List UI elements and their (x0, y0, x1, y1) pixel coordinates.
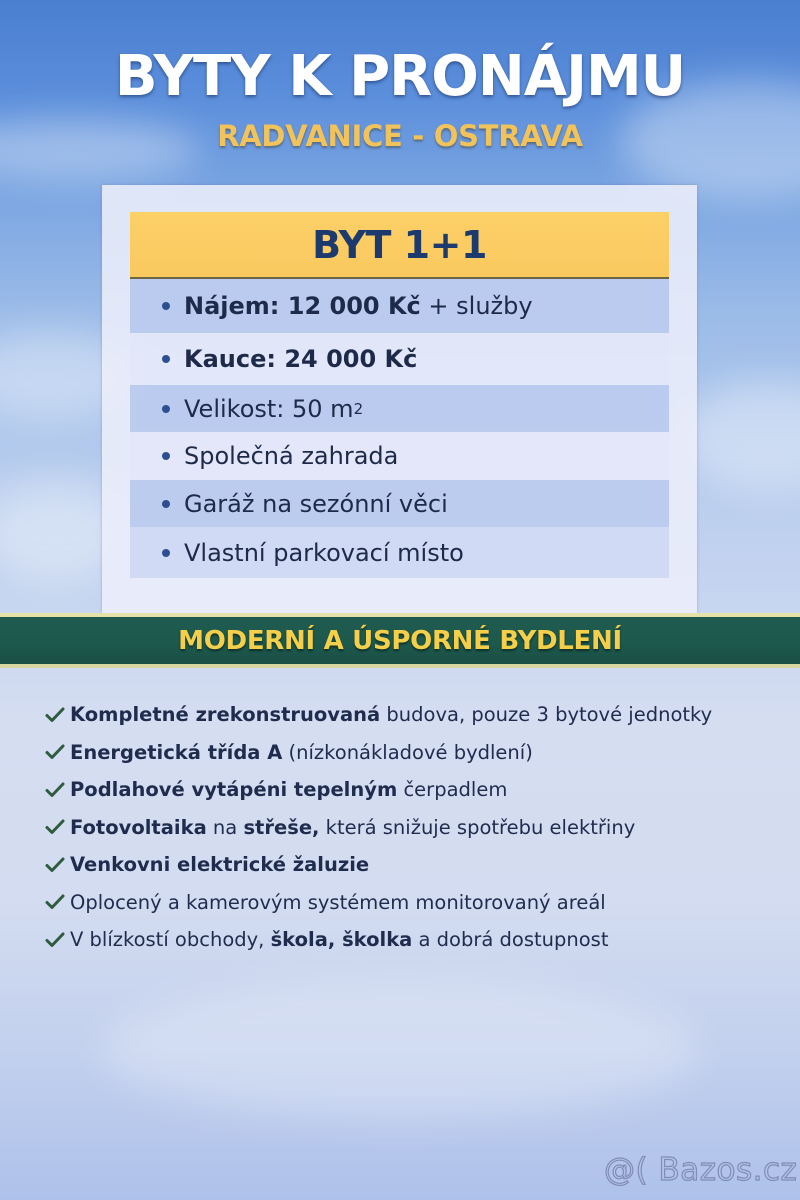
checkmark-icon (44, 706, 66, 724)
checkmark-icon (44, 931, 66, 949)
detail-deposit (130, 333, 669, 385)
apartment-card-header (130, 212, 669, 279)
detail-value: Garáž na sezónní věci (184, 489, 448, 518)
feature-highlight: Energetická třída A (70, 740, 283, 764)
feature-item (44, 921, 784, 959)
checkmark-icon (44, 818, 66, 836)
detail-label: Nájem: 12 000 Kč (184, 292, 421, 320)
feature-item (44, 696, 784, 734)
bullet-icon (162, 405, 170, 413)
feature-text: čerpadlem (397, 778, 508, 802)
checkmark-icon (44, 856, 66, 874)
superscript: 2 (353, 399, 364, 418)
feature-highlight: Venkovni elektrické žaluzie (70, 853, 370, 877)
feature-highlight: střeše, (243, 815, 320, 839)
feature-item (44, 809, 784, 847)
feature-item (44, 771, 784, 809)
features-banner-title: MODERNÍ A ÚSPORNÉ BYDLENÍ (178, 625, 622, 656)
detail-value: Společná zahrada (184, 442, 399, 470)
bazos-watermark: @( Bazos.cz (604, 1152, 798, 1188)
feature-text: (nízkonákladové bydlení) (282, 740, 533, 764)
features-banner (0, 613, 800, 668)
apartment-details-list (130, 279, 669, 578)
detail-value: Vlastní parkovací místo (184, 538, 464, 567)
detail-value: Velikost: 50 m (184, 394, 354, 423)
poster-subtitle: RADVANICE - OSTRAVA (217, 119, 583, 153)
feature-highlight: Kompletné zrekonstruovaná (70, 703, 381, 727)
features-list (44, 696, 784, 959)
bullet-icon (162, 452, 170, 460)
feature-highlight: Fotovoltaika (70, 815, 207, 839)
bullet-icon (162, 355, 170, 363)
feature-highlight: Podlahové vytápéni tepelným (70, 778, 398, 802)
feature-text: která snižuje spotřebu elektřiny (319, 815, 636, 839)
feature-item (44, 734, 784, 772)
feature-text: budova, pouze 3 bytové jednotky (380, 703, 713, 727)
checkmark-icon (44, 781, 66, 799)
bullet-icon (162, 500, 170, 508)
apartment-type: BYT 1+1 (312, 222, 487, 267)
feature-text: a dobrá dostupnost (412, 928, 609, 952)
detail-label: Kauce: 24 000 Kč (184, 345, 418, 373)
poster-title: BYTY K PRONÁJMU (114, 44, 686, 109)
feature-text: Oplocený a kamerovým systémem monitorovaný areál (70, 890, 606, 914)
feature-text: na (206, 815, 244, 839)
detail-size (130, 385, 669, 432)
detail-garden (130, 432, 669, 480)
feature-item (44, 884, 784, 922)
detail-rent (130, 279, 669, 333)
checkmark-icon (44, 893, 66, 911)
checkmark-icon (44, 743, 66, 761)
bullet-icon (162, 302, 170, 310)
detail-garage (130, 480, 669, 527)
bullet-icon (162, 549, 170, 557)
detail-value: + služby (420, 292, 533, 320)
feature-highlight: škola, školka (270, 928, 413, 952)
cloud-decoration (100, 980, 700, 1120)
feature-item (44, 846, 784, 884)
feature-text: V blízkostí obchody, (70, 928, 271, 952)
detail-parking (130, 527, 669, 578)
cloud-decoration (680, 380, 800, 490)
